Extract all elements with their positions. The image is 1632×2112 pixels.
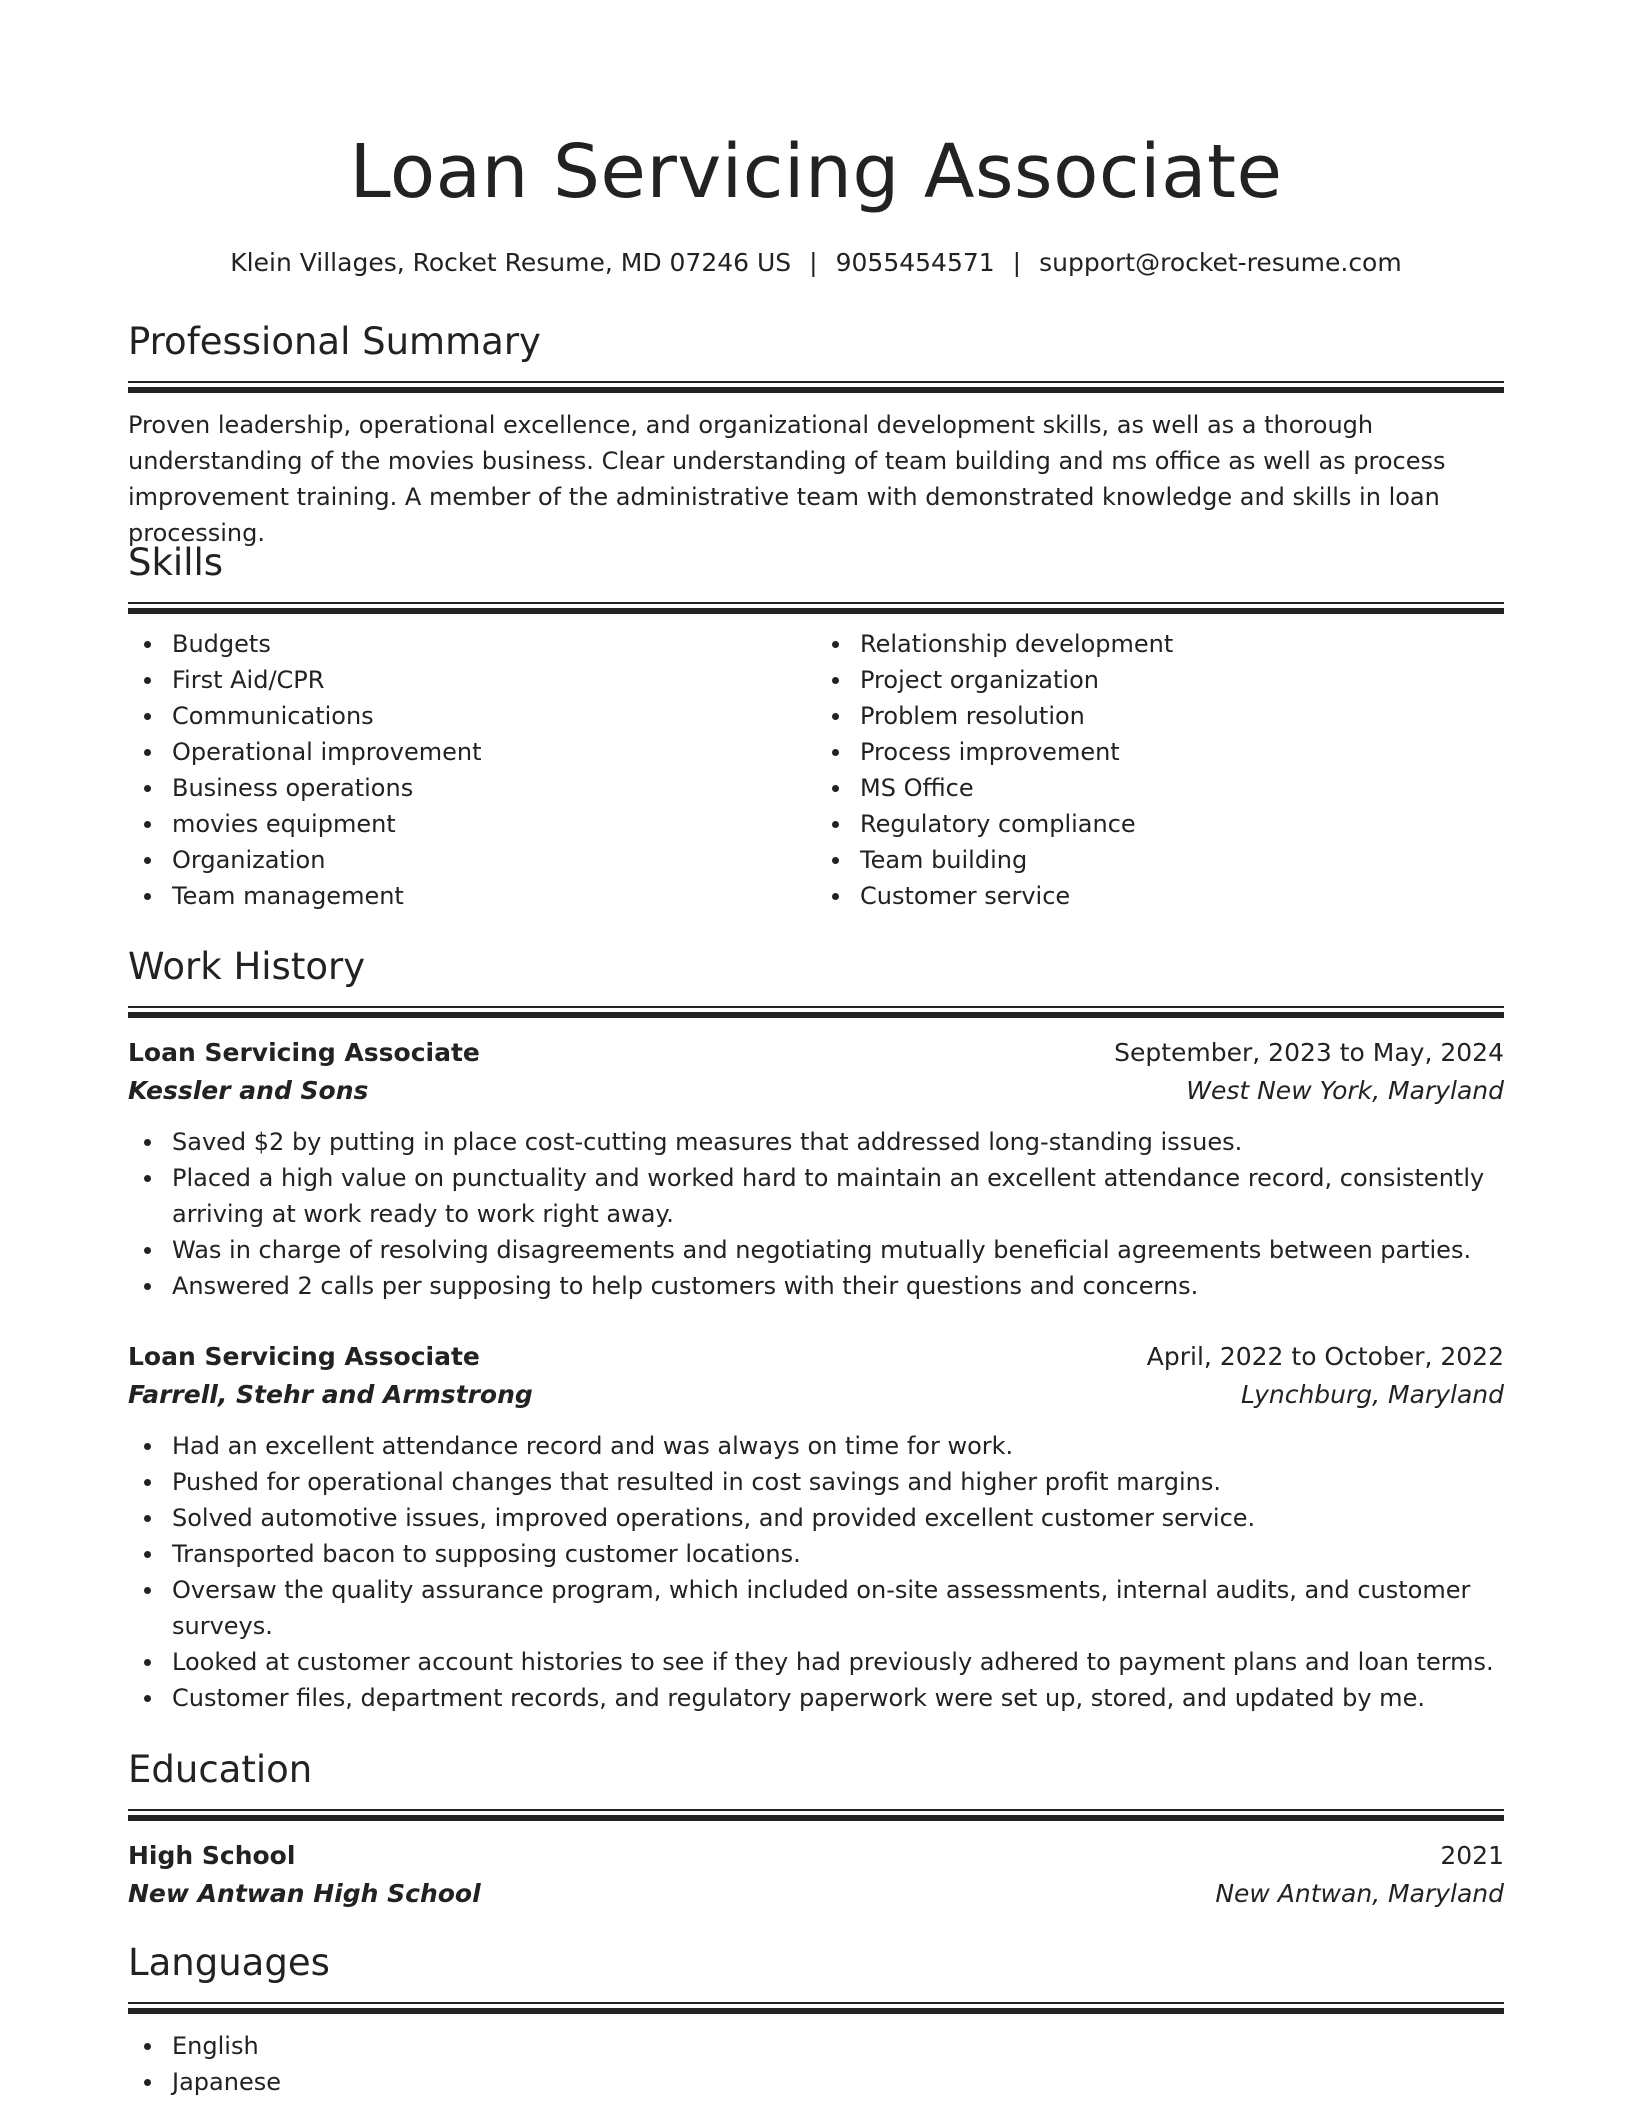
education-entry <box>128 1837 1504 1913</box>
skill-item: MS Office <box>860 770 1504 806</box>
job-bullet: Solved automotive issues, improved operations, and provided excellent customer service. <box>172 1500 1504 1536</box>
education-location: New Antwan, Maryland <box>1215 1879 1504 1908</box>
skill-item: Customer service <box>860 878 1504 914</box>
job-header <box>128 1338 1504 1376</box>
languages-list <box>128 2028 1504 2100</box>
job-location: Lynchburg, Maryland <box>1241 1380 1504 1409</box>
section-divider <box>128 2002 1504 2014</box>
skill-item: First Aid/CPR <box>172 662 816 698</box>
skill-item: Project organization <box>860 662 1504 698</box>
section-divider <box>128 381 1504 393</box>
job-bullets <box>128 1428 1504 1716</box>
education-subheader <box>128 1875 1504 1913</box>
skill-item: Operational improvement <box>172 734 816 770</box>
language-item: Japanese <box>172 2064 1504 2100</box>
job-bullet: Transported bacon to supposing customer locations. <box>172 1536 1504 1572</box>
resume-name: Loan Servicing Associate <box>349 129 1283 215</box>
job-subheader <box>128 1376 1504 1414</box>
skills-list-right <box>816 626 1504 914</box>
contact-email: support@rocket-resume.com <box>1039 248 1402 277</box>
job-bullet: Saved $2 by putting in place cost-cutting measures that addressed long-standing issues. <box>172 1124 1504 1160</box>
section-title: Languages <box>128 1941 330 1984</box>
section-divider <box>128 1809 1504 1821</box>
skills-section <box>128 538 1504 914</box>
contact-phone: 9055454571 <box>835 248 995 277</box>
job-company: Kessler and Sons <box>128 1076 369 1105</box>
job-bullet: Answered 2 calls per supposing to help customers with their questions and concerns. <box>172 1268 1504 1304</box>
job-title: Loan Servicing Associate <box>128 1038 480 1067</box>
contact-separator: | <box>1012 248 1022 277</box>
job-dates: April, 2022 to October, 2022 <box>1146 1342 1504 1371</box>
skill-item: Budgets <box>172 626 816 662</box>
skills-list-left <box>128 626 816 914</box>
skill-item: Relationship development <box>860 626 1504 662</box>
skill-item: Problem resolution <box>860 698 1504 734</box>
job-subheader <box>128 1072 1504 1110</box>
resume-header <box>0 0 1632 280</box>
contact-address: Klein Villages, Rocket Resume, MD 07246 US <box>230 248 792 277</box>
job-header <box>128 1034 1504 1072</box>
job-title: Loan Servicing Associate <box>128 1342 480 1371</box>
job-entry <box>128 1338 1504 1716</box>
languages-section <box>128 1938 1504 2100</box>
skill-item: movies equipment <box>172 806 816 842</box>
skill-item: Team building <box>860 842 1504 878</box>
section-title: Professional Summary <box>128 320 541 363</box>
summary-text: Proven leadership, operational excellence, and organizational development skills, as well as a thorough understanding of the movies business. Clear understanding of team building and ms office as well as process improvement training. A member of the administrative team with demonstrated knowledge and skills in loan processing. <box>128 411 1446 547</box>
job-company: Farrell, Stehr and Armstrong <box>128 1380 533 1409</box>
job-dates: September, 2023 to May, 2024 <box>1114 1038 1504 1067</box>
skill-item: Regulatory compliance <box>860 806 1504 842</box>
job-bullet: Looked at customer account histories to see if they had previously adhered to payment plans and loan terms. <box>172 1644 1504 1680</box>
skill-item: Team management <box>172 878 816 914</box>
section-title: Skills <box>128 541 224 584</box>
summary-section <box>128 317 1504 551</box>
skill-item: Organization <box>172 842 816 878</box>
job-entry <box>128 1034 1504 1304</box>
section-divider <box>128 1006 1504 1018</box>
job-bullet: Customer files, department records, and regulatory paperwork were set up, stored, and updated by me. <box>172 1680 1504 1716</box>
job-bullet: Pushed for operational changes that resulted in cost savings and higher profit margins. <box>172 1464 1504 1500</box>
skills-columns <box>128 626 1504 914</box>
job-bullet: Was in charge of resolving disagreements and negotiating mutually beneficial agreements between parties. <box>172 1232 1504 1268</box>
contact-line <box>0 246 1632 280</box>
job-location: West New York, Maryland <box>1186 1076 1504 1105</box>
skill-item: Communications <box>172 698 816 734</box>
section-title: Work History <box>128 945 366 988</box>
job-bullet: Placed a high value on punctuality and worked hard to maintain an excellent attendance record, consistently arriving at work ready to work right away. <box>172 1160 1504 1232</box>
job-bullets <box>128 1124 1504 1304</box>
education-header <box>128 1837 1504 1875</box>
job-bullet: Oversaw the quality assurance program, which included on-site assessments, internal audits, and customer surveys. <box>172 1572 1504 1644</box>
education-degree: High School <box>128 1841 296 1870</box>
skill-item: Process improvement <box>860 734 1504 770</box>
language-item: English <box>172 2028 1504 2064</box>
section-divider <box>128 602 1504 614</box>
contact-separator: | <box>809 248 818 277</box>
education-year: 2021 <box>1440 1841 1504 1870</box>
work-history-section <box>128 942 1504 1716</box>
skill-item: Business operations <box>172 770 816 806</box>
education-school: New Antwan High School <box>128 1879 481 1908</box>
section-title: Education <box>128 1748 313 1791</box>
job-bullet: Had an excellent attendance record and was always on time for work. <box>172 1428 1504 1464</box>
education-section <box>128 1745 1504 1913</box>
